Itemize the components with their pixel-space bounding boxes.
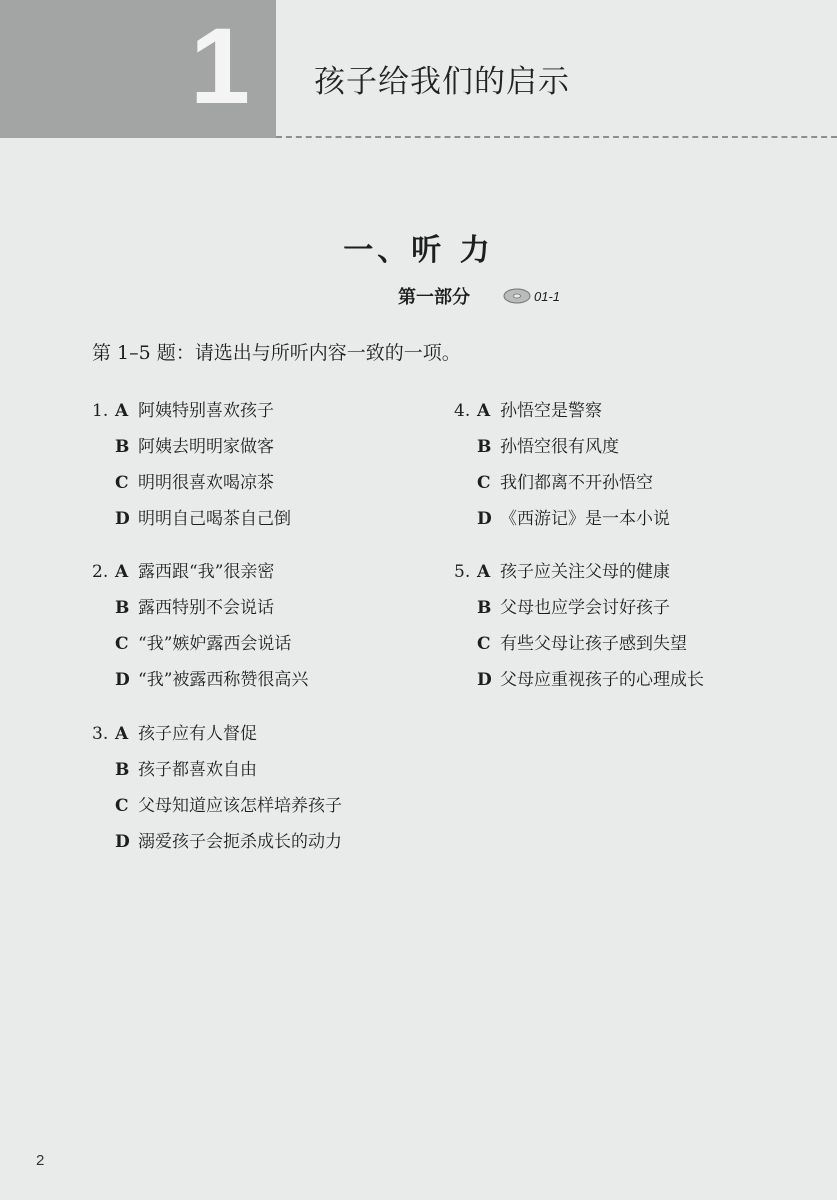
- option-letter: A: [477, 401, 491, 421]
- option-letter: A: [477, 562, 491, 582]
- question-number: 3.: [92, 724, 109, 744]
- option-letter: B: [477, 437, 492, 457]
- option-text: 我们都离不开孙悟空: [500, 473, 653, 493]
- option-letter: D: [115, 509, 130, 529]
- option-text: 有些父母让孩子感到失望: [500, 634, 687, 654]
- option-letter: D: [477, 509, 492, 529]
- page-number: 2: [36, 1152, 45, 1169]
- option-text: 孙悟空很有风度: [500, 437, 619, 457]
- question-number: 4.: [454, 401, 471, 421]
- section-title: 一、听 力: [343, 233, 494, 268]
- question-number: 1.: [92, 401, 109, 421]
- option-text: 孙悟空是警察: [500, 401, 602, 421]
- question-number: 2.: [92, 562, 109, 582]
- option-text: 明明自己喝茶自己倒: [138, 509, 291, 529]
- chapter-number: 1: [190, 5, 251, 126]
- chapter-title: 孩子给我们的启示: [314, 64, 570, 100]
- chapter-header-block: [0, 0, 276, 138]
- instruction-text: 第 1–5 题：请选出与所听内容一致的一项。: [92, 342, 461, 364]
- option-letter: B: [115, 437, 130, 457]
- option-text: 孩子都喜欢自由: [138, 760, 257, 780]
- option-text: 阿姨去明明家做客: [138, 437, 274, 457]
- audio-cd-icon: [502, 287, 532, 305]
- part-heading: [398, 283, 560, 309]
- header-divider: [276, 136, 837, 138]
- part-label: 第一部分: [398, 287, 470, 308]
- option-text: 孩子应有人督促: [138, 724, 257, 744]
- option-letter: B: [477, 598, 492, 618]
- option-letter: A: [115, 724, 129, 744]
- option-letter: A: [115, 562, 129, 582]
- option-letter: C: [115, 796, 129, 816]
- question-number: 5.: [454, 562, 471, 582]
- option-text: 露西跟“我”很亲密: [138, 562, 275, 582]
- option-text: 溺爱孩子会扼杀成长的动力: [138, 832, 342, 852]
- option-text: “我”被露西称赞很高兴: [138, 670, 309, 690]
- option-letter: C: [477, 473, 491, 493]
- option-text: “我”嫉妒露西会说话: [138, 634, 292, 654]
- option-text: 阿姨特别喜欢孩子: [138, 401, 274, 421]
- option-letter: B: [115, 598, 130, 618]
- option-letter: B: [115, 760, 130, 780]
- option-text: 《西游记》是一本小说: [500, 509, 670, 529]
- track-label: 01-1: [534, 288, 561, 304]
- option-text: 父母应重视孩子的心理成长: [500, 670, 704, 690]
- option-letter: C: [115, 473, 129, 493]
- option-letter: A: [115, 401, 129, 421]
- option-letter: C: [115, 634, 129, 654]
- option-letter: D: [477, 670, 492, 690]
- option-text: 父母也应学会讨好孩子: [500, 598, 670, 618]
- option-letter: C: [477, 634, 491, 654]
- option-text: 明明很喜欢喝凉茶: [138, 473, 274, 493]
- option-text: 露西特别不会说话: [138, 598, 274, 618]
- option-letter: D: [115, 670, 130, 690]
- option-text: 孩子应关注父母的健康: [500, 562, 670, 582]
- option-text: 父母知道应该怎样培养孩子: [138, 796, 342, 816]
- option-letter: D: [115, 832, 130, 852]
